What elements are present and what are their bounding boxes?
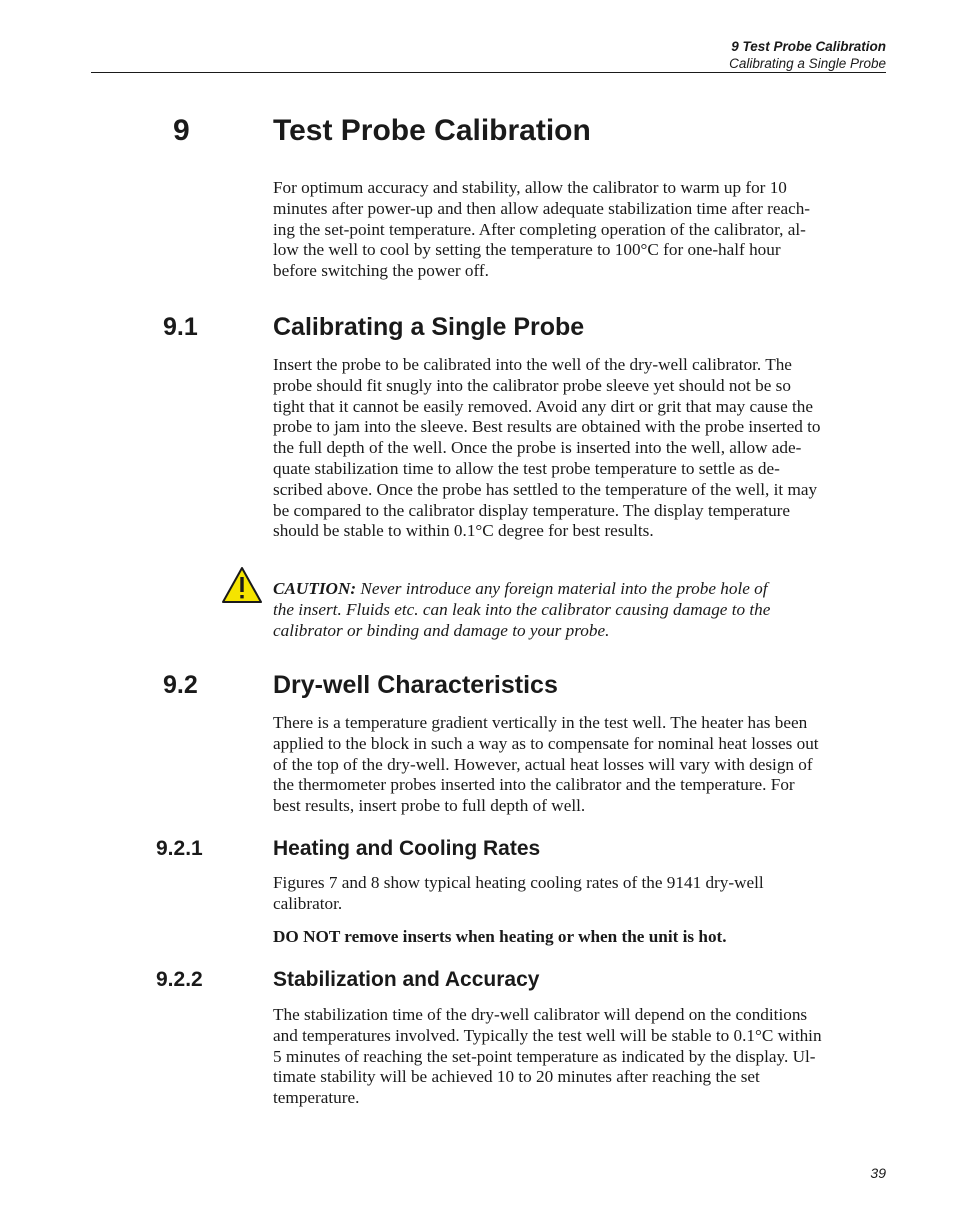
text-line: Insert the probe to be calibrated into the well of the dry-well calibrator. The (273, 355, 792, 374)
caution-line: calibrator or binding and damage to your probe. (273, 621, 610, 640)
section-number: 9.2.1 (156, 837, 203, 860)
text-line: There is a temperature gradient vertically in the test well. The heater has been (273, 713, 808, 732)
text-line: probe should fit snugly into the calibrator probe sleeve yet should not be so (273, 375, 791, 395)
chapter-number: 9 (173, 114, 190, 147)
caution-text: Never introduce any foreign material into the probe hole of (360, 579, 768, 598)
caution-note (273, 578, 853, 641)
running-header (729, 38, 886, 72)
section-title: Dry-well Characteristics (273, 671, 558, 699)
text-line: scribed above. Once the probe has settled to the temperature of the well, it may (273, 479, 818, 499)
section-number: 9.2 (163, 671, 198, 699)
text-line: probe to jam into the sleeve. Best results are obtained with the probe inserted to (273, 417, 821, 437)
text-line: ing the set-point temperature. After completing operation of the calibrator, al- (273, 219, 806, 239)
chapter-intro-paragraph (273, 178, 887, 282)
running-header-chapter: 9 Test Probe Calibration (731, 39, 886, 54)
section-9-2-paragraph (273, 713, 887, 817)
text-line: of the top of the dry-well. However, actual heat losses will vary with design of (273, 754, 813, 774)
text-line: minutes after power-up and then allow adequate stabilization time after reach- (273, 198, 811, 218)
caution-line: the insert. Fluids etc. can leak into the calibrator causing damage to the (273, 600, 771, 619)
text-line: quate stabilization time to allow the test probe temperature to settle as de- (273, 458, 780, 478)
header-divider (91, 72, 886, 73)
text-line: the thermometer probes inserted into the calibrator and the temperature. For (273, 775, 795, 795)
text-line: tight that it cannot be easily removed. Avoid any dirt or grit that may cause the (273, 396, 813, 416)
section-title: Stabilization and Accuracy (273, 968, 540, 991)
text-line: low the well to cool by setting the temperature to 100°C for one-half hour (273, 240, 781, 260)
section-title: Calibrating a Single Probe (273, 313, 585, 341)
text-line: 5 minutes of reaching the set-point temperature as indicated by the display. Ul- (273, 1046, 816, 1066)
chapter-title: Test Probe Calibration (273, 114, 591, 147)
text-line: and temperatures involved. Typically the test well will be stable to 0.1°C within (273, 1025, 822, 1045)
text-line: calibrator. (273, 893, 343, 913)
section-title: Heating and Cooling Rates (273, 837, 541, 860)
caution-label: CAUTION: (273, 579, 357, 598)
running-header-section: Calibrating a Single Probe (729, 56, 886, 71)
section-number: 9.2.2 (156, 968, 203, 991)
text-line: For optimum accuracy and stability, allow the calibrator to warm up for 10 (273, 178, 787, 197)
caution-line (273, 578, 853, 599)
text-line: applied to the block in such a way as to compensate for nominal heat losses out (273, 733, 819, 753)
section-9-1-paragraph (273, 355, 887, 542)
text-line: before switching the power off. (273, 261, 489, 281)
page-number: 39 (870, 1165, 886, 1181)
text-line: the full depth of the well. Once the probe is inserted into the well, allow ade- (273, 438, 802, 458)
heat-warning-note: DO NOT remove inserts when heating or when the unit is hot. (273, 927, 727, 946)
text-line: should be stable to within 0.1°C degree for best results. (273, 521, 654, 541)
section-9-2-2-paragraph (273, 1005, 887, 1109)
warning-triangle-icon (221, 566, 263, 604)
section-9-2-1-paragraph (273, 873, 887, 915)
text-line: best results, insert probe to full depth of well. (273, 796, 586, 816)
text-line: timate stability will be achieved 10 to 20 minutes after reaching the set (273, 1067, 760, 1087)
text-line: temperature. (273, 1088, 360, 1108)
text-line: Figures 7 and 8 show typical heating cooling rates of the 9141 dry-well (273, 873, 764, 892)
text-line: be compared to the calibrator display temperature. The display temperature (273, 500, 791, 520)
text-line: The stabilization time of the dry-well calibrator will depend on the conditions (273, 1005, 808, 1024)
section-number: 9.1 (163, 313, 198, 341)
